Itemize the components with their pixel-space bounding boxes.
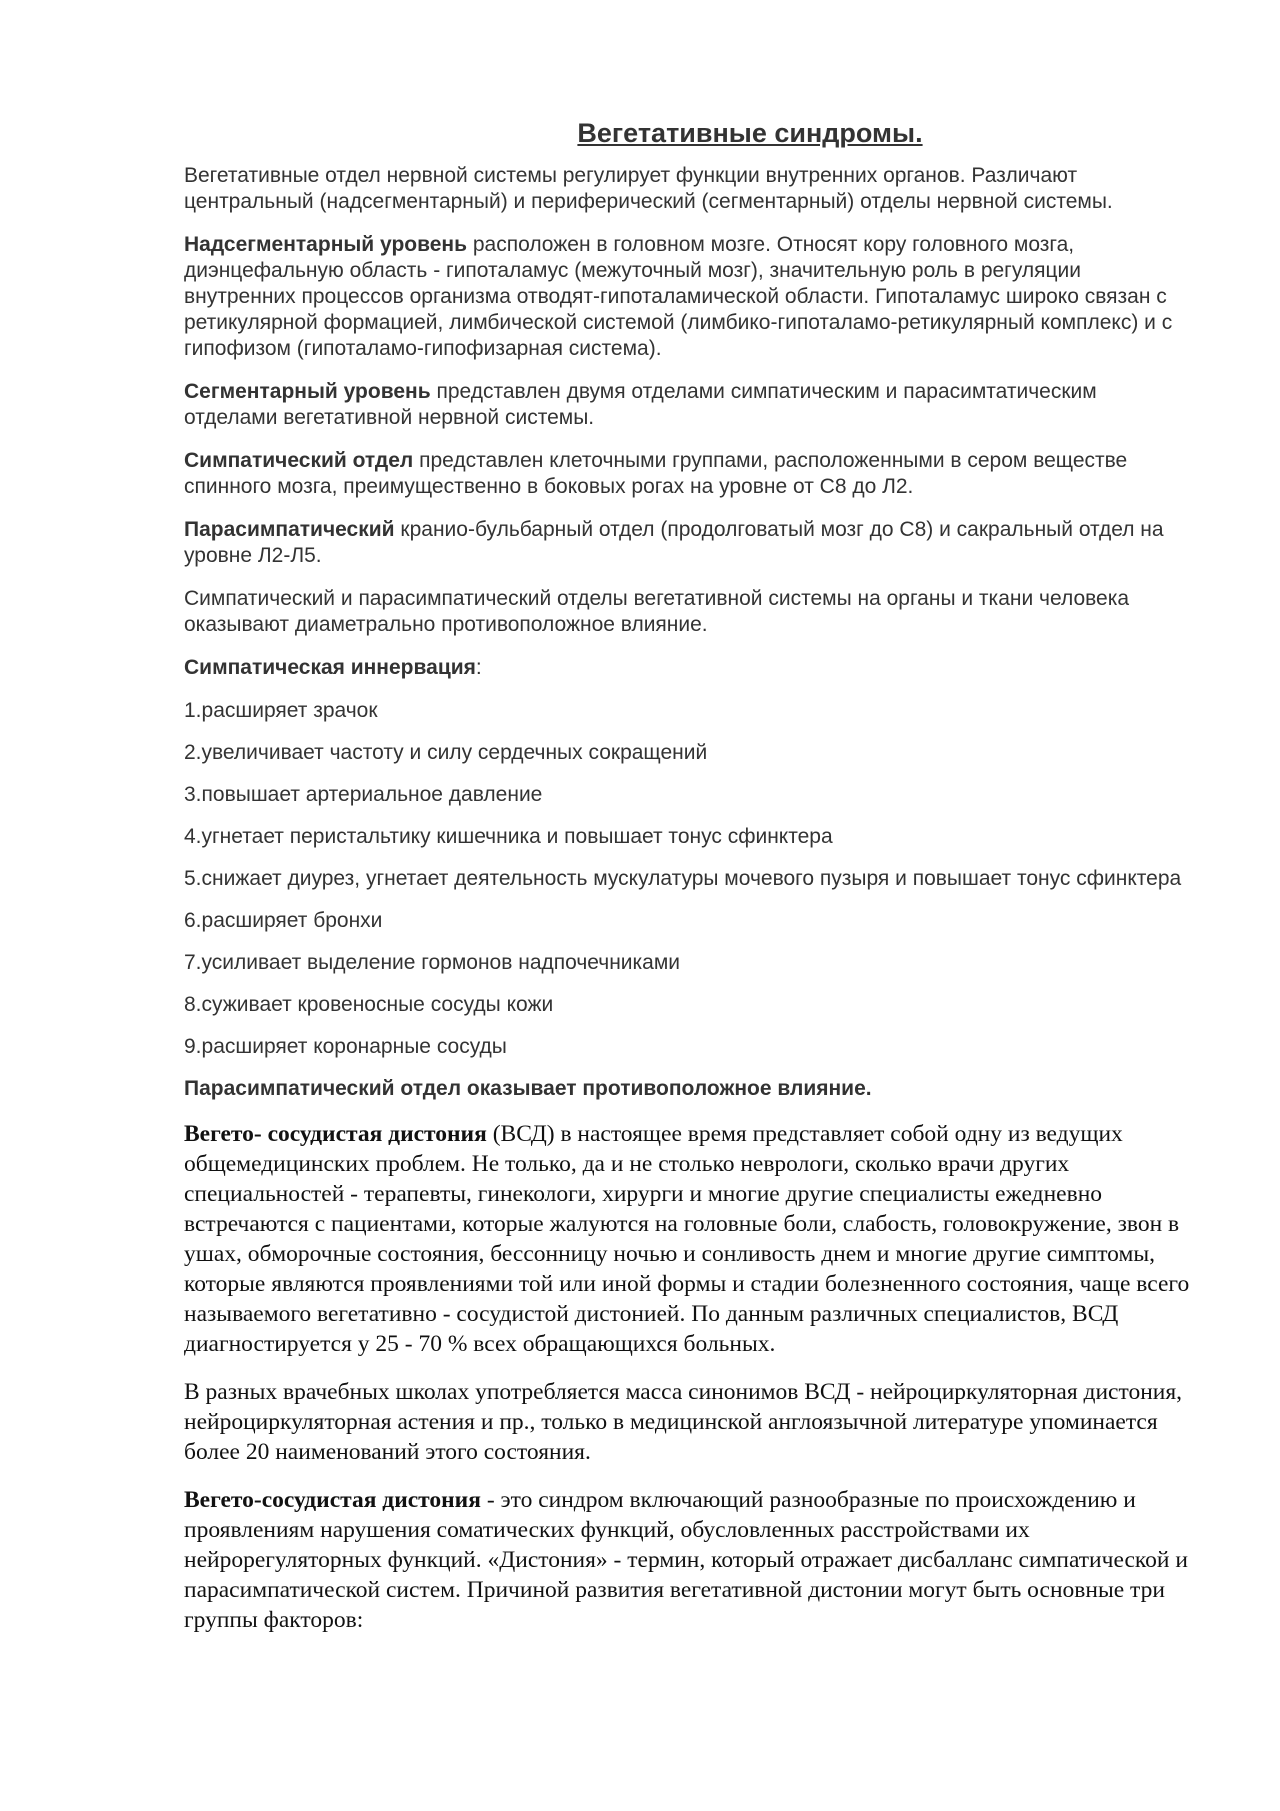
sympathetic-paragraph [184, 448, 1196, 500]
innervation-heading-paragraph [184, 655, 1196, 681]
list-item: 7.усиливает выделение гормонов надпочечниками [184, 951, 681, 974]
sympathetic-heading: Симпатический отдел [184, 449, 414, 472]
document-content [184, 118, 1196, 1653]
list-item: 5.снижает диурез, угнетает деятельность мускулатуры мочевого пузыря и повышает тонус сфинктера [184, 867, 1182, 890]
segmental-heading: Сегментарный уровень [184, 380, 431, 403]
suprasegmental-heading: Надсегментарный уровень [184, 233, 468, 256]
sympathetic-text: представлен клеточными группами, расположенными в сером веществе спинного мозга, преимущественно в боковых рогах на уровне от С8 до Л2. [184, 449, 1128, 498]
synonyms-paragraph: В разных врачебных школах употребляется масса синонимов ВСД - нейроциркуляторная дистония, нейроциркуляторная астения и пр., только в медицинской англоязычной литературе упоминается более 20 наименований этого состояния. [184, 1379, 1183, 1465]
list-item: 6.расширяет бронхи [184, 909, 383, 932]
innervation-colon: : [475, 656, 482, 679]
list-item: 8.суживает кровеносные сосуды кожи [184, 993, 554, 1016]
list-item: 1.расширяет зрачок [184, 699, 378, 722]
vsd-definition-heading: Вегето-сосудистая дистония [184, 1487, 481, 1513]
segmental-text: представлен двумя отделами симпатическим и парасимтатическим отделами вегетативной нервной системы. [184, 380, 1097, 429]
vsd-intro-text: (ВСД) в настоящее время представляет собой одну из ведущих общемедицинских проблем. Не только, да и не столько неврологи, сколько врачи других специальностей - терапевты, гинекологи, хирурги и многие другие специалисты ежедневно встречаются с пациентами, которые жалуются на головные боли, слабость, головокружение, звон в ушах, обморочные состояния, бессонницу ночью и сонливость днем и многие другие симптомы, которые являются проявлениями той или иной формы и стадии болезненного состояния, чаще всего называемого вегетативно - сосудистой дистонией. По данным различных специалистов, ВСД диагностируется у 25 - 70 % всех обращающихся больных. [184, 1121, 1190, 1357]
opposite-effect-paragraph: Симпатический и парасимпатический отделы вегетативной системы на органы и ткани человека оказывают диаметрально противоположное влияние. [184, 587, 1130, 636]
innervation-heading: Симпатическая иннервация [184, 656, 476, 679]
suprasegmental-text: расположен в головном мозге. Относят кору головного мозга, диэнцефальную область - гипоталамус (межуточный мозг), значительную роль в регуляции внутренних процессов организма отводят-гипоталамической области. Гипоталамус широко связан с ретикулярной формацией, лимбической системой (лимбико-гипоталамо-ретикулярный комплекс) и с гипофизом (гипоталамо-гипофизарная система). [184, 233, 1173, 360]
para-effect-paragraph [184, 1076, 1196, 1102]
parasympathetic-heading: Парасимпатический [184, 518, 395, 541]
list-item: 9.расширяет коронарные сосуды [184, 1035, 507, 1058]
para-effect-text: Парасимпатический отдел оказывает противоположное влияние. [184, 1077, 872, 1100]
list-item: 4.угнетает перистальтику кишечника и повышает тонус сфинктера [184, 825, 833, 848]
parasympathetic-text: кранио-бульбарный отдел (продолговатый мозг до С8) и сакральный отдел на уровне Л2-Л5. [184, 518, 1164, 567]
list-item: 2.увеличивает частоту и силу сердечных сокращений [184, 741, 708, 764]
parasympathetic-paragraph [184, 517, 1196, 569]
vsd-intro-heading: Вегето- сосудистая дистония [184, 1121, 487, 1147]
list-item: 3.повышает артериальное давление [184, 783, 543, 806]
segmental-paragraph [184, 379, 1196, 431]
intro-paragraph: Вегетативные отдел нервной системы регулирует функции внутренних органов. Различают центральный (надсегментарный) и периферический (сегментарный) отделы нервной системы. [184, 164, 1113, 213]
suprasegmental-paragraph [184, 232, 1196, 362]
page-title: Вегетативные синдромы. [577, 118, 923, 148]
vsd-definition-text: - это синдром включающий разнообразные по происхождению и проявлениям нарушения соматических функций, обусловленных расстройствами их нейрорегуляторных функций. «Дистония» - термин, который отражает дисбалланс симпатической и парасимпатической систем. Причиной развития вегетативной дистонии могут быть основные три группы факторов: [184, 1487, 1188, 1633]
vsd-definition-paragraph [184, 1485, 1196, 1635]
vsd-intro-paragraph [184, 1119, 1196, 1359]
